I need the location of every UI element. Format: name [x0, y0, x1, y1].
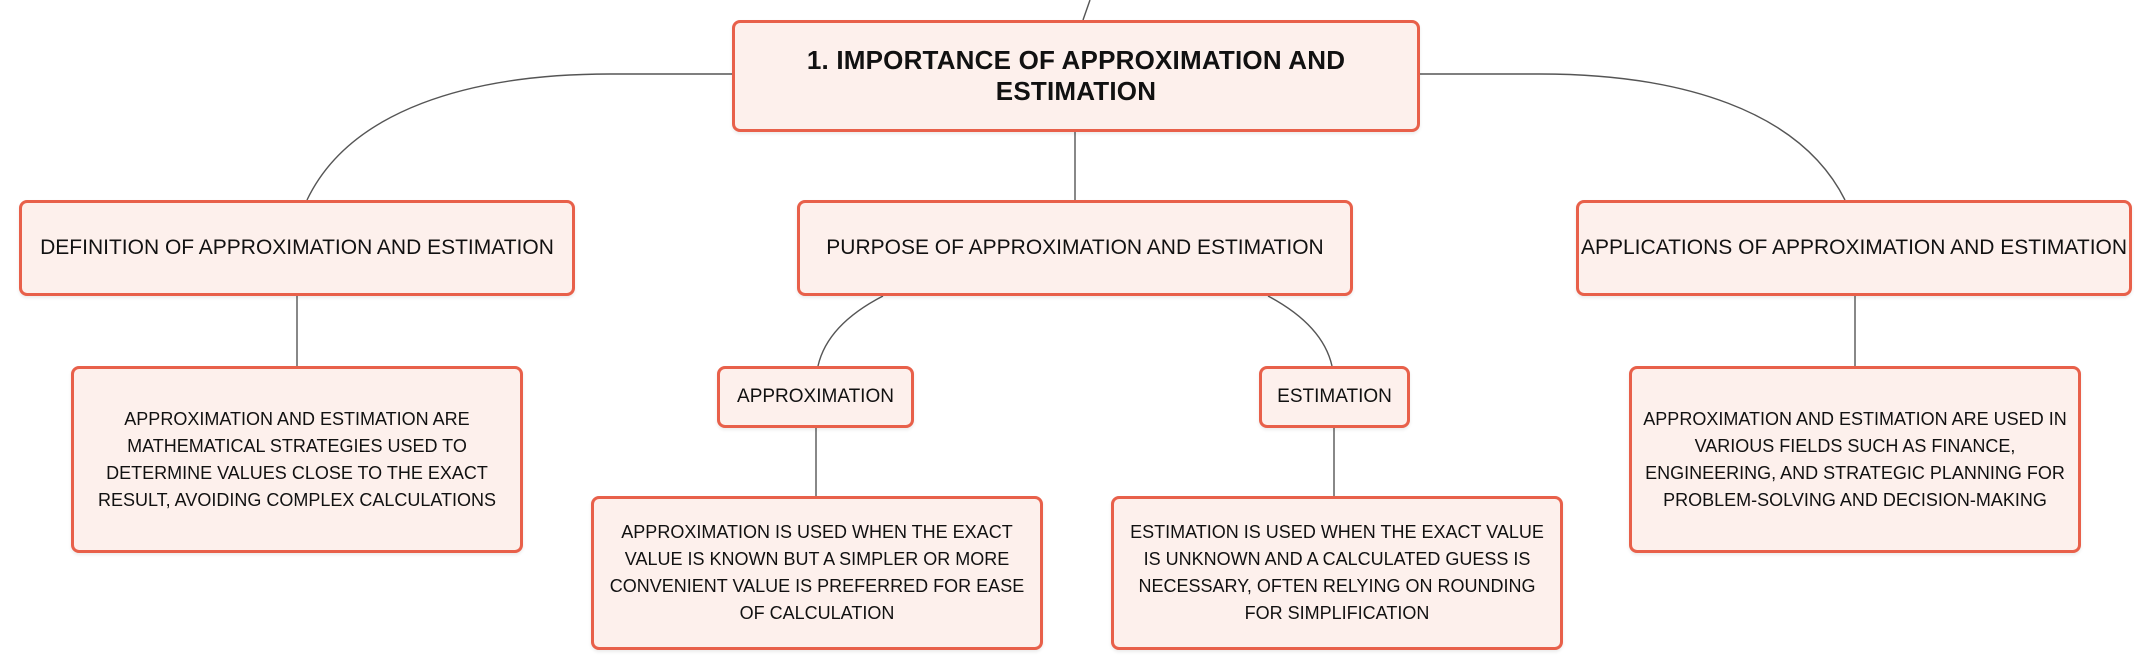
node-approximation-detail-text: APPROXIMATION IS USED WHEN THE EXACT VALUE IS KNOWN BUT A SIMPLER OR MORE CONVENIENT VALUE IS PREFERRED FOR EASE OF CALCULATION	[609, 522, 1025, 623]
connector-root-incoming	[1083, 0, 1090, 20]
node-applications-label: APPLICATIONS OF APPROXIMATION AND ESTIMATION	[1580, 236, 2128, 259]
connector-purpose-estimation	[1268, 296, 1332, 366]
node-purpose-label: PURPOSE OF APPROXIMATION AND ESTIMATION	[826, 236, 1324, 259]
node-estimation[interactable]	[1259, 366, 1410, 428]
node-estimation-detail[interactable]	[1111, 496, 1563, 650]
root-node-label: 1. IMPORTANCE OF APPROXIMATION AND ESTIMATION	[806, 45, 1346, 106]
connector-purpose-approximation	[818, 296, 883, 366]
connector-root-definition	[307, 74, 732, 200]
connector-root-applications	[1420, 74, 1845, 200]
node-applications-detail[interactable]	[1629, 366, 2081, 553]
node-definition-detail[interactable]	[71, 366, 523, 553]
node-definition-detail-text: APPROXIMATION AND ESTIMATION ARE MATHEMATICAL STRATEGIES USED TO DETERMINE VALUES CLOSE TO THE EXACT RESULT, AVOIDING COMPLEX CALCULATIONS	[97, 408, 497, 510]
node-definition-label: DEFINITION OF APPROXIMATION AND ESTIMATION	[40, 236, 554, 259]
node-approximation[interactable]	[717, 366, 914, 428]
node-definition[interactable]	[19, 200, 575, 296]
node-estimation-detail-text: ESTIMATION IS USED WHEN THE EXACT VALUE IS UNKNOWN AND A CALCULATED GUESS IS NECESSARY, OFTEN RELYING ON ROUNDING FOR SIMPLIFICATION	[1130, 522, 1544, 623]
node-purpose[interactable]	[797, 200, 1353, 296]
root-node-importance[interactable]	[732, 20, 1420, 132]
node-approximation-label: APPROXIMATION	[737, 386, 894, 407]
node-applications-detail-text: APPROXIMATION AND ESTIMATION ARE USED IN VARIOUS FIELDS SUCH AS FINANCE, ENGINEERING, AND STRATEGIC PLANNING FOR PROBLEM-SOLVING AND DECISION-MAKING	[1643, 408, 2067, 510]
node-estimation-label: ESTIMATION	[1277, 386, 1392, 407]
node-applications[interactable]	[1576, 200, 2132, 296]
node-approximation-detail[interactable]	[591, 496, 1043, 650]
